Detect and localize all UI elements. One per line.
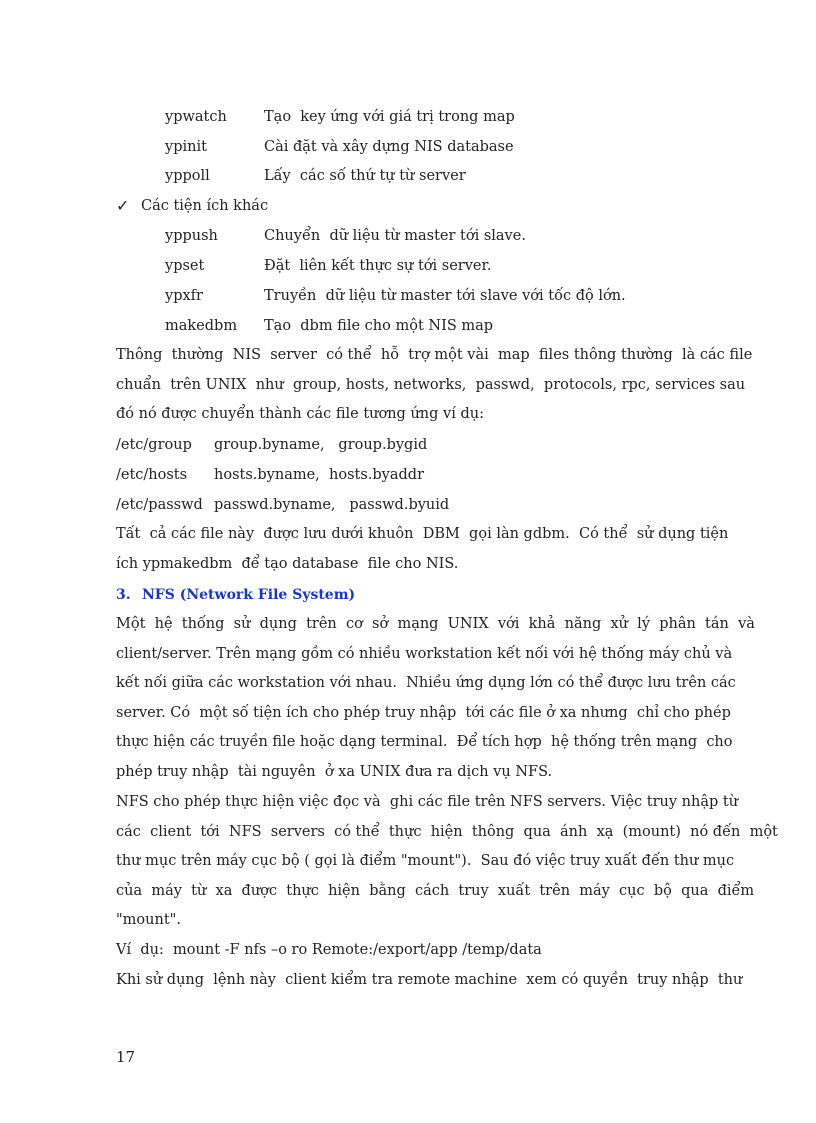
- other-utilities-label: Các tiện ích khác: [141, 198, 269, 214]
- example-line: Ví dụ: mount -F nfs –o ro Remote:/export/app /temp/data: [116, 942, 542, 958]
- paragraph-line: server. Có một số tiện ích cho phép truy nhập tới các file ở xa nhưng chỉ cho phép: [116, 704, 731, 721]
- checkmark-icon: ✓: [116, 196, 130, 215]
- paragraph-client-check: [116, 966, 743, 996]
- utility-row-yppush: [0, 221, 816, 251]
- paragraph-line: NFS cho phép thực hiện việc đọc và ghi các file trên NFS servers. Việc truy nhập từ: [116, 794, 739, 810]
- file-map-value: passwd.byname, passwd.byuid: [214, 497, 450, 513]
- paragraph-nis-map-files: [116, 341, 753, 430]
- section-number: 3.: [116, 587, 131, 603]
- other-utilities-heading: [0, 191, 816, 221]
- paragraph-line: Tất cả các file này được lưu dưới khuôn DBM gọi làn gdbm. Có thể sử dụng tiện: [116, 526, 729, 542]
- utility-command: yppush: [165, 228, 218, 244]
- utility-command: ypxfr: [165, 288, 203, 304]
- paragraph-line: kết nối giữa các workstation với nhau. Nhiều ứng dụng lớn có thể được lưu trên các: [116, 675, 736, 692]
- utility-description: Tạo dbm file cho một NIS map: [264, 318, 494, 334]
- paragraph-line: thư mục trên máy cục bộ ( gọi là điểm "mount"). Sau đó việc truy xuất đến thư mục: [116, 853, 735, 870]
- paragraph-nfs-intro: [116, 610, 755, 788]
- utility-description: Tạo key ứng với giá trị trong map: [264, 109, 515, 125]
- section-heading-nfs: [116, 580, 816, 610]
- file-path: /etc/passwd: [116, 497, 203, 513]
- utility-row-ypxfr: [0, 281, 816, 311]
- file-path: /etc/hosts: [116, 467, 188, 483]
- paragraph-line: Khi sử dụng lệnh này client kiểm tra remote machine xem có quyền truy nhập thư: [116, 972, 743, 988]
- file-map-row-passwd: [0, 490, 816, 520]
- paragraph-line: client/server. Trên mạng gồm có nhiều workstation kết nối với hệ thống máy chủ và: [116, 645, 733, 662]
- file-map-value: hosts.byname, hosts.byaddr: [214, 467, 425, 483]
- page-number: 17: [116, 1048, 136, 1066]
- utility-row-ypwatch: [0, 102, 816, 132]
- utility-description: Lấy các số thứ tự từ server: [264, 168, 466, 184]
- utility-description: Truyền dữ liệu từ master tới slave với tốc độ lớn.: [264, 288, 626, 304]
- paragraph-line: đó nó được chuyển thành các file tương ứng ví dụ:: [116, 406, 484, 423]
- utility-command: yppoll: [165, 168, 210, 184]
- utility-command: ypinit: [165, 139, 207, 155]
- paragraph-line: các client tới NFS servers có thể thực hiện thông qua ánh xạ (mount) nó đến một: [116, 823, 778, 840]
- paragraph-line: Một hệ thống sử dụng trên cơ sở mạng UNIX với khả năng xử lý phân tán và: [116, 616, 755, 632]
- utility-row-ypset: [0, 251, 816, 281]
- paragraph-line: ích ypmakedbm để tạo database file cho NIS.: [116, 555, 459, 572]
- example-command: [116, 936, 719, 966]
- paragraph-line: chuẩn trên UNIX như group, hosts, networks, passwd, protocols, rpc, services sau: [116, 376, 746, 393]
- utility-row-ypinit: [0, 132, 816, 162]
- file-map-row-hosts: [0, 460, 816, 490]
- paragraph-dbm-format: [116, 520, 729, 579]
- utility-command: makedbm: [165, 318, 238, 334]
- paragraph-line: Thông thường NIS server có thể hỗ trợ một vài map files thông thường là các file: [116, 347, 753, 363]
- file-map-value: group.byname, group.bygid: [214, 437, 428, 453]
- utility-row-makedbm: [0, 311, 816, 341]
- utility-row-yppoll: [0, 161, 816, 191]
- paragraph-line: của máy từ xa được thực hiện bằng cách truy xuất trên máy cục bộ qua điểm: [116, 882, 755, 899]
- utility-description: Đặt liên kết thực sự tới server.: [264, 258, 492, 274]
- file-path: /etc/group: [116, 437, 192, 453]
- utility-description: Chuyển dữ liệu từ master tới slave.: [264, 228, 526, 244]
- file-map-row-group: [0, 430, 816, 460]
- paragraph-line: phép truy nhập tài nguyên ở xa UNIX đưa ra dịch vụ NFS.: [116, 763, 553, 780]
- utility-description: Cài đặt và xây dựng NIS database: [264, 139, 514, 155]
- section-title: NFS (Network File System): [142, 587, 356, 603]
- paragraph-nfs-mount: [116, 788, 778, 936]
- paragraph-line: thực hiện các truyền file hoặc dạng terminal. Để tích hợp hệ thống trên mạng cho: [116, 734, 733, 751]
- utility-command: ypset: [165, 258, 205, 274]
- paragraph-line: "mount".: [116, 912, 181, 929]
- utility-command: ypwatch: [165, 109, 227, 125]
